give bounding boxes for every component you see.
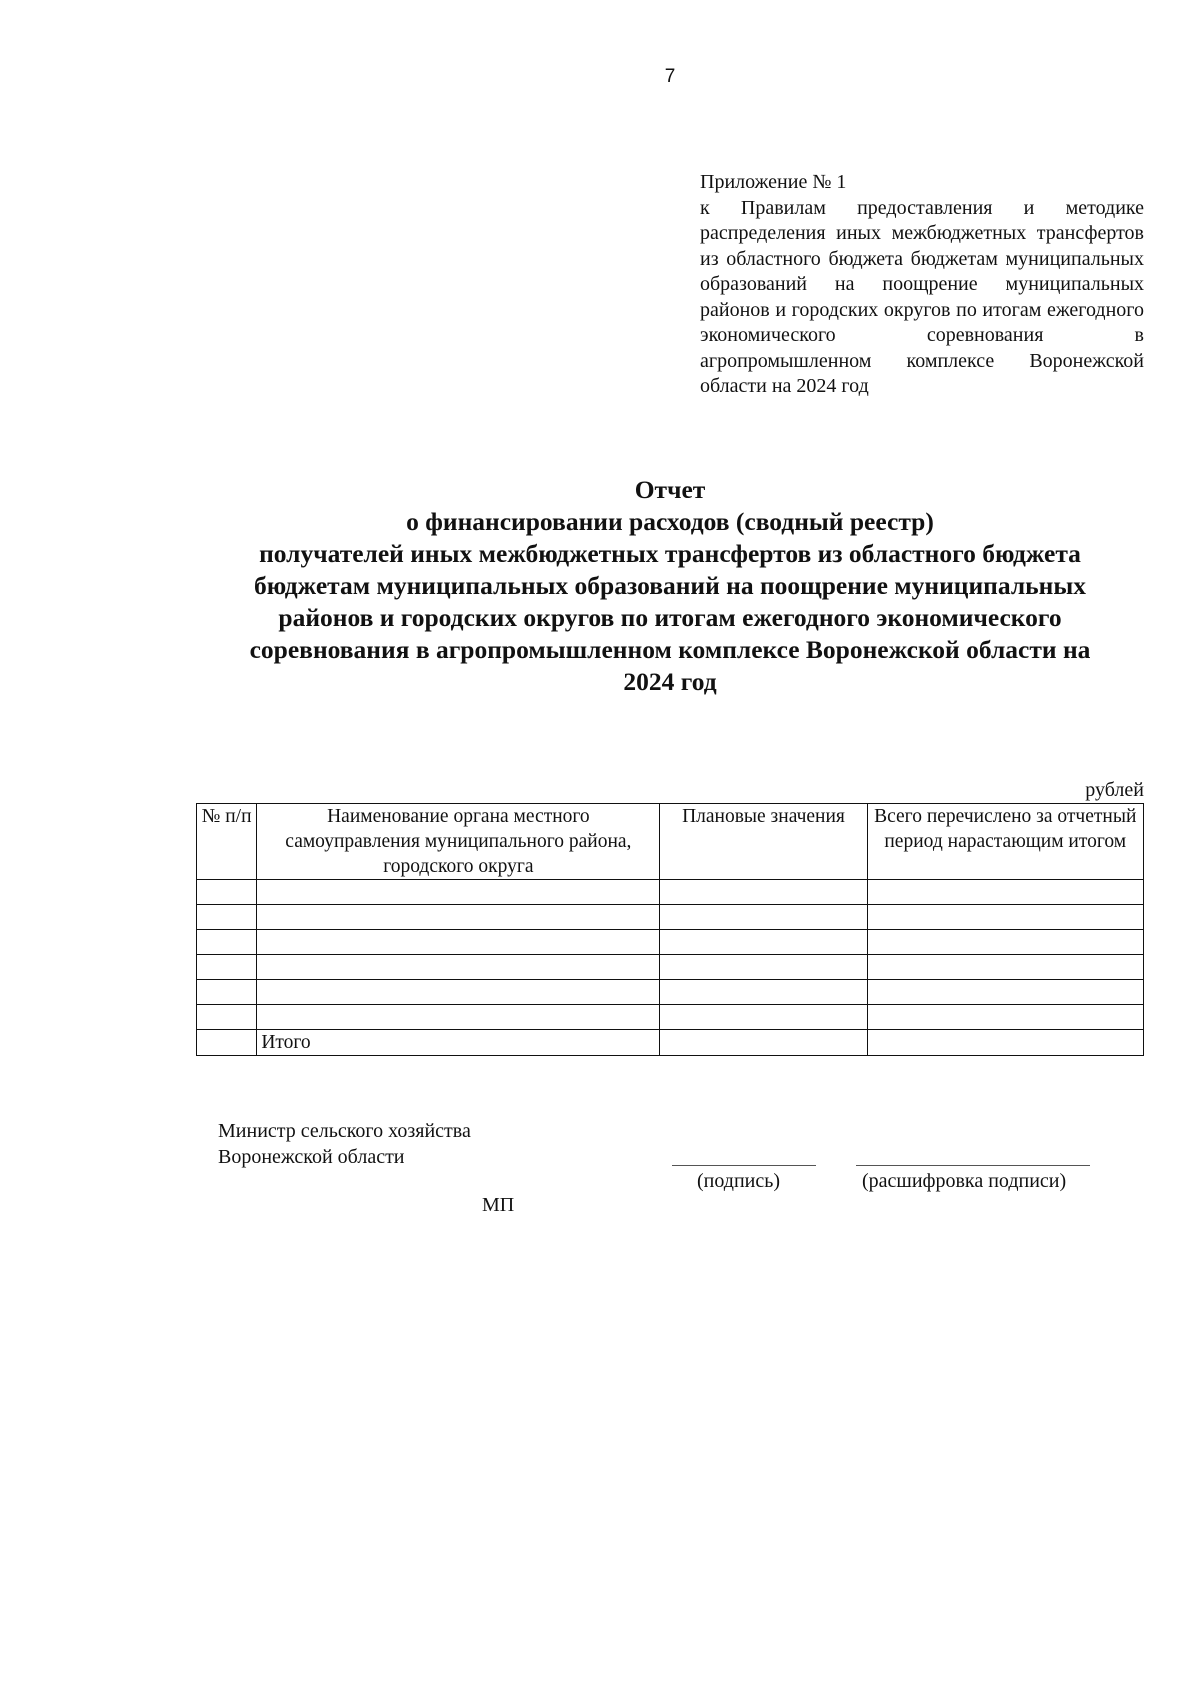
- report-title-line: Отчет: [634, 475, 706, 504]
- table-row: [197, 955, 1144, 980]
- signature-decoding-caption: (расшифровка подписи): [862, 1170, 1067, 1192]
- table-cell: [257, 880, 660, 905]
- appendix-body: к Правилам предоставления и методике распределения иных межбюджетных трансфертов из областного бюджета бюджетам муниципальных образований на поощрение муниципальных районов и городских округов по итогам ежегодного экономического соревнования в агропромышленном комплексе Воронежской области на 2024 год: [700, 196, 1144, 397]
- table-cell: [197, 1005, 257, 1030]
- report-title-line: о финансировании расходов (сводный реестр): [406, 507, 934, 536]
- table-cell: [867, 1030, 1143, 1056]
- stamp-label: МП: [482, 1194, 515, 1216]
- table-row: [197, 930, 1144, 955]
- table-header-row: [197, 804, 1144, 880]
- table-cell: [660, 1030, 867, 1056]
- header-planned: Плановые значения: [660, 804, 867, 880]
- appendix-note: [700, 170, 1144, 400]
- table-row: [197, 1005, 1144, 1030]
- table-cell: [660, 1005, 867, 1030]
- table-cell: [867, 955, 1143, 980]
- table-cell: [660, 955, 867, 980]
- signature-caption: (подпись): [697, 1170, 781, 1192]
- report-title-line: соревнования в агропромышленном комплексе Воронежской области на: [249, 635, 1091, 664]
- report-title-line: 2024 год: [623, 667, 717, 696]
- table-cell: [257, 1005, 660, 1030]
- header-name: Наименование органа местного самоуправления муниципального района, городского округа: [257, 804, 660, 880]
- signature-position: [218, 1118, 471, 1170]
- table-cell: [867, 905, 1143, 930]
- page-number: 7: [664, 66, 676, 87]
- table-row: [197, 880, 1144, 905]
- table-cell: [197, 1030, 257, 1056]
- report-title-line: бюджетам муниципальных образований на поощрение муниципальных: [254, 571, 1086, 600]
- table-cell: [660, 905, 867, 930]
- table-cell: [867, 980, 1143, 1005]
- table-row: [197, 905, 1144, 930]
- signature-decoding-line: [856, 1165, 1090, 1166]
- table-body: [197, 880, 1144, 1056]
- table-cell: [660, 980, 867, 1005]
- table-row: [197, 1030, 1144, 1056]
- report-table: [196, 803, 1144, 1056]
- position-line: Воронежской области: [218, 1146, 405, 1168]
- header-number: № п/п: [197, 804, 257, 880]
- table-row: [197, 980, 1144, 1005]
- signature-line: [672, 1165, 816, 1166]
- table-cell: [197, 880, 257, 905]
- table-cell: [867, 1005, 1143, 1030]
- table-cell: [660, 880, 867, 905]
- appendix-title: Приложение № 1: [700, 171, 847, 193]
- table-cell: Итого: [257, 1030, 660, 1056]
- unit-label: рублей: [1085, 779, 1144, 801]
- table-cell: [197, 955, 257, 980]
- header-total: Всего перечислено за отчетный период нарастающим итогом: [867, 804, 1143, 880]
- report-title: [190, 474, 1150, 698]
- table-cell: [867, 930, 1143, 955]
- table-cell: [257, 905, 660, 930]
- table-cell: [867, 880, 1143, 905]
- table-cell: [197, 930, 257, 955]
- table-cell: [257, 955, 660, 980]
- table-cell: [660, 930, 867, 955]
- table-cell: [197, 905, 257, 930]
- table-cell: [257, 980, 660, 1005]
- table-cell: [257, 930, 660, 955]
- report-title-line: районов и городских округов по итогам ежегодного экономического: [278, 603, 1062, 632]
- table-cell: [197, 980, 257, 1005]
- report-title-line: получателей иных межбюджетных трансфертов из областного бюджета: [259, 539, 1081, 568]
- position-line: Министр сельского хозяйства: [218, 1120, 471, 1142]
